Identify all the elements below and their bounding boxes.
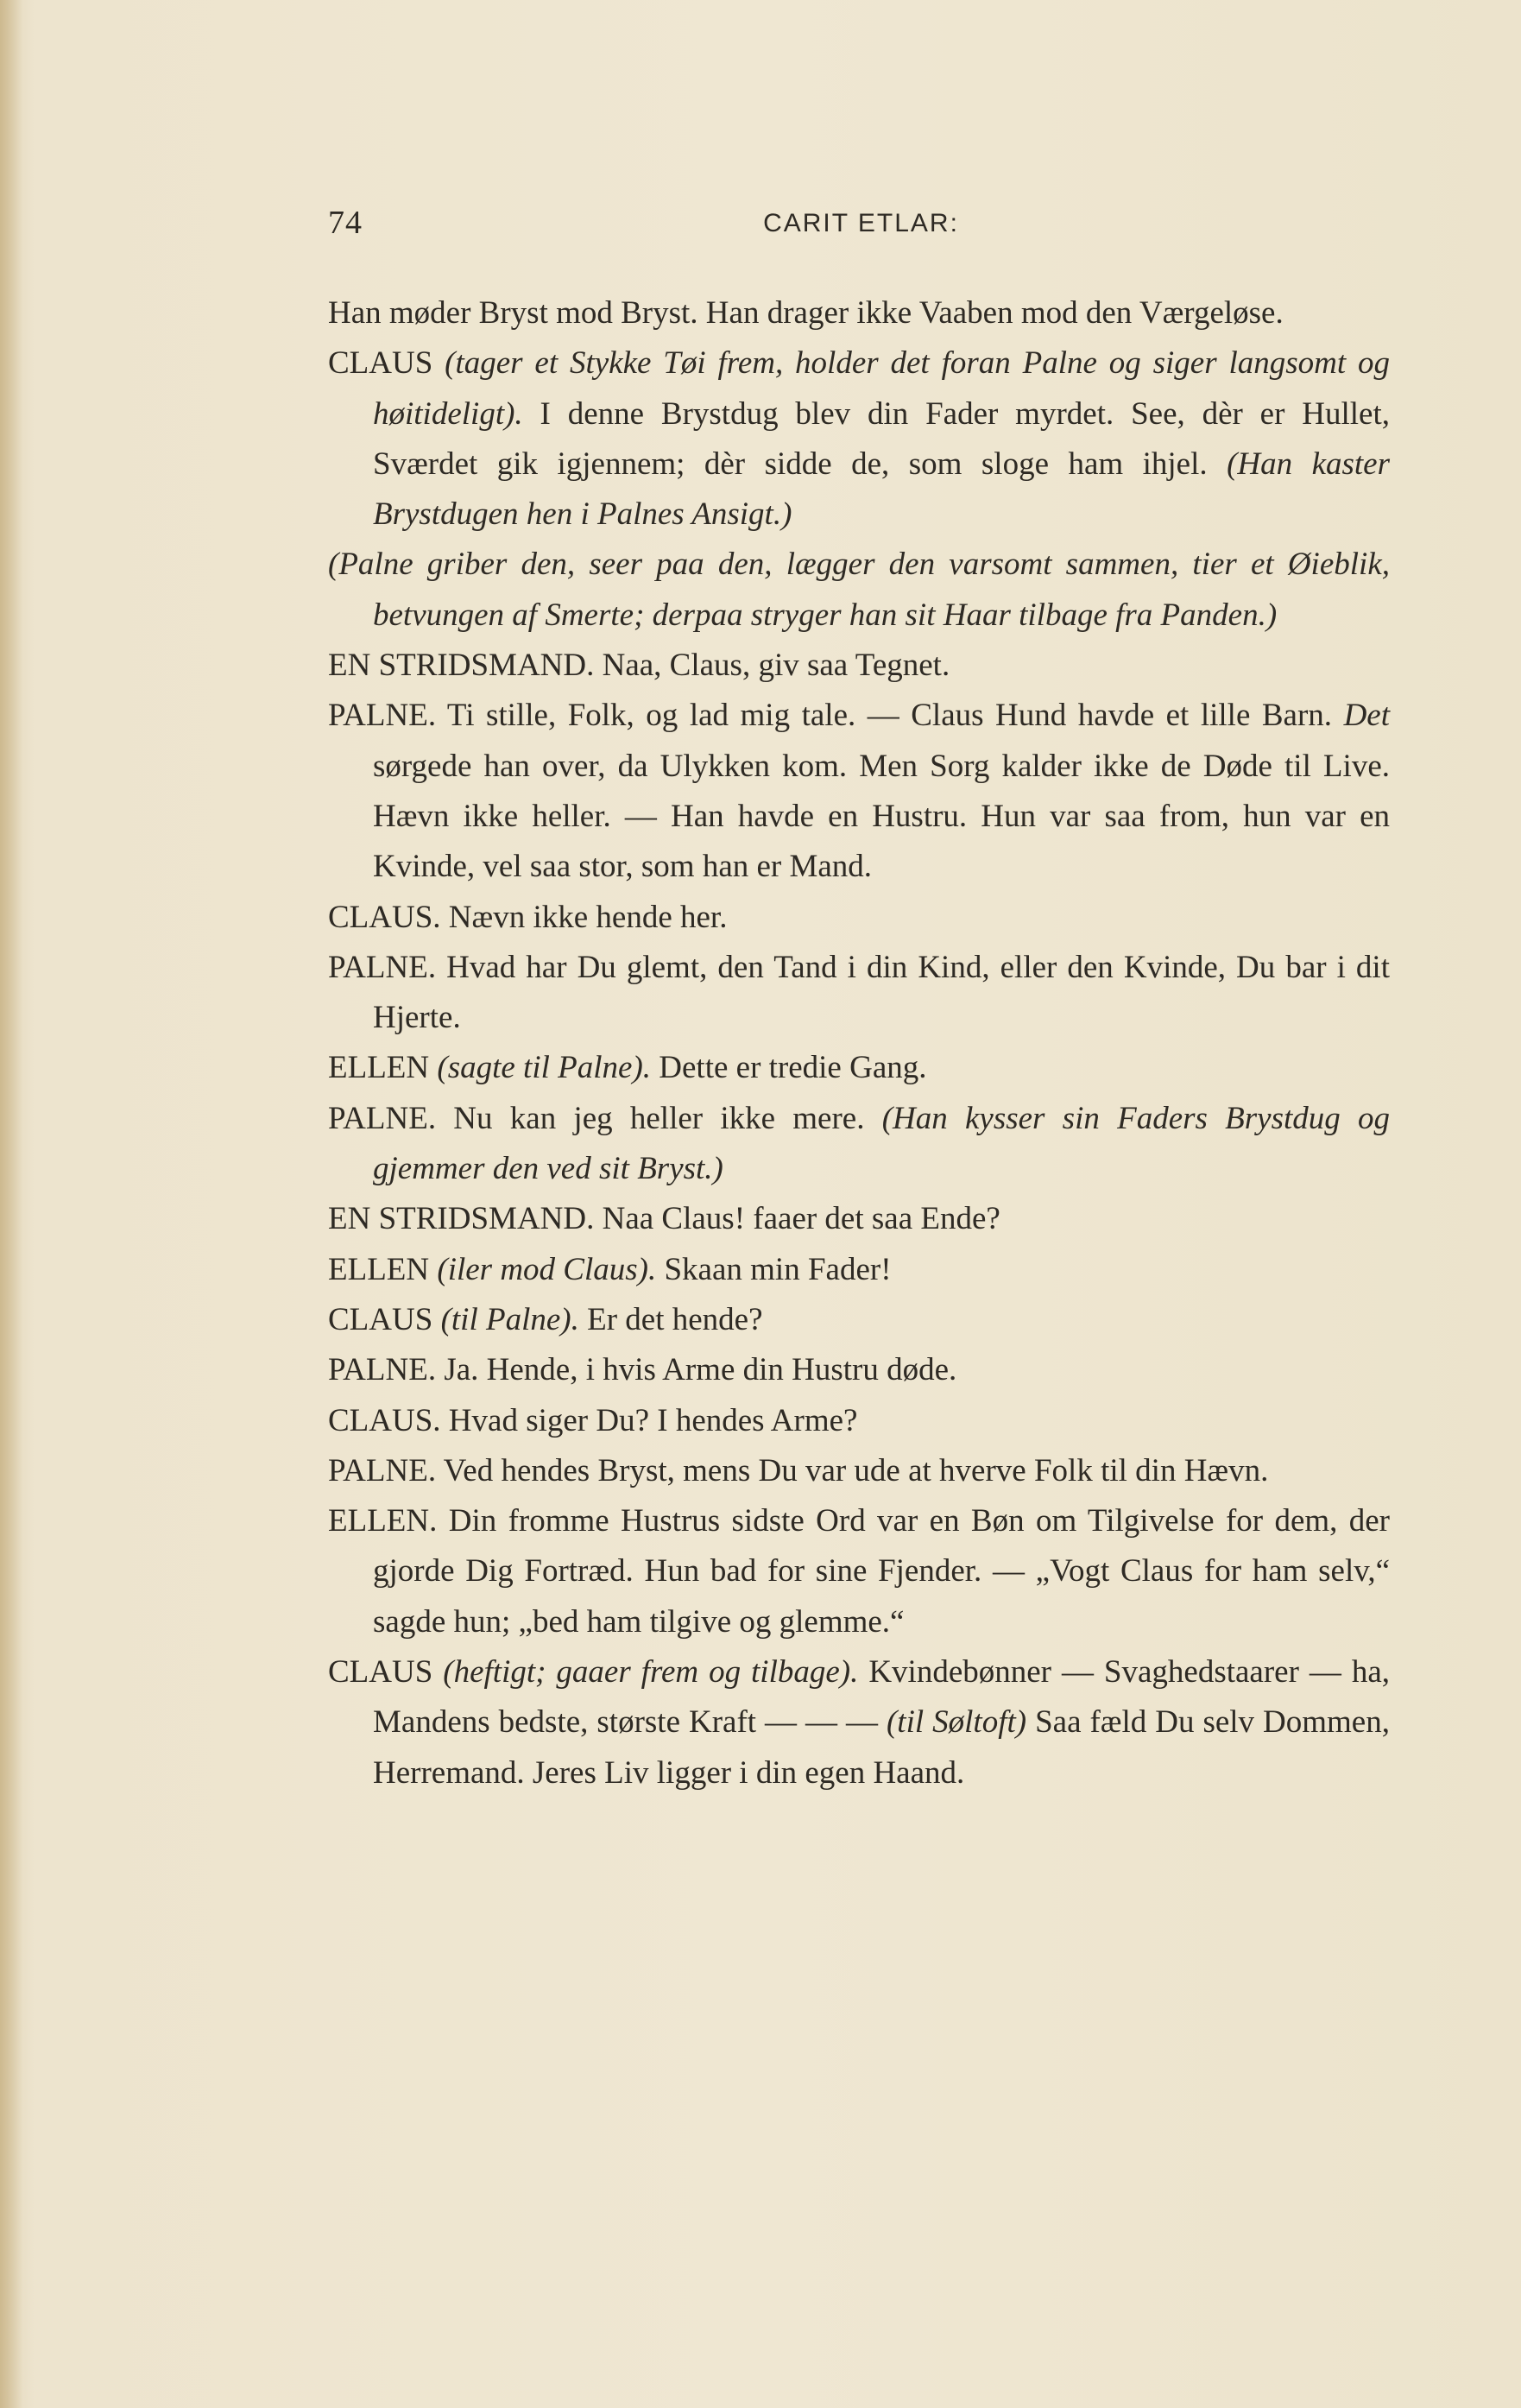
dialogue-text: CLAUS: [328, 1654, 444, 1691]
dialogue-paragraph: [328, 1496, 1390, 1647]
stage-direction-text: (til Palne).: [440, 1301, 579, 1337]
dialogue-text: Saa fæld Du selv Dommen, Herremand. Jeres Liv ligger i din egen Haand.: [373, 1704, 1390, 1791]
dialogue-text: I denne Brystdug blev din Fader myrdet. See, dèr er Hullet, Sværdet gik igjennem; dèr sidde de, som sloge ham ihjel.: [373, 395, 1390, 482]
dialogue-paragraph: [328, 1446, 1390, 1496]
page-header: [328, 204, 1394, 247]
dialogue-text: Kvindebønner — Svaghedstaarer — ha, Mandens bedste, største Kraft — — —: [373, 1654, 1390, 1741]
stage-direction-text: (tager et Stykke Tøi frem, holder det foran Palne og siger langsomt og høitideligt).: [373, 345, 1390, 432]
dialogue-paragraph: [328, 1094, 1390, 1195]
dialogue-paragraph: [328, 943, 1390, 1044]
stage-direction-text: (Palne griber den, seer paa den, lægger den varsomt sammen, tier et Øieblik, betvungen af Smerte; derpaa stryger han sit Haar tilbage fra Panden.): [328, 547, 1390, 633]
stage-direction-text: (heftigt; gaaer frem og tilbage).: [443, 1654, 859, 1691]
page-number: 74: [328, 205, 363, 241]
dialogue-text: CLAUS: [328, 1301, 441, 1337]
running-head: CARIT ETLAR:: [763, 209, 959, 237]
dialogue-paragraph: [328, 691, 1390, 892]
dialogue-text: PALNE. Hvad har Du glemt, den Tand i din Kind, eller den Kvinde, Du bar i dit Hjerte.: [328, 949, 1390, 1036]
dialogue-paragraph: [328, 1043, 1390, 1093]
stage-direction-text: (Han kaster Brystdugen hen i Palnes Ansigt.): [373, 446, 1390, 533]
dialogue-text: Er det hende?: [578, 1301, 763, 1337]
dialogue-text: EN STRIDSMAND. Naa, Claus, giv saa Tegnet.: [328, 648, 950, 684]
dialogue-paragraph: [328, 288, 1390, 338]
dialogue-text: sørgede han over, da Ulykken kom. Men Sorg kalder ikke de Døde til Live. Hævn ikke heller. — Han havde en Hustru. Hun var saa from, hun var en Kvinde, vel saa stor, som han er Mand.: [373, 748, 1390, 885]
stage-direction: [328, 540, 1390, 641]
stage-direction-text: (til Søltoft): [886, 1704, 1027, 1741]
dialogue-paragraph: [328, 893, 1390, 943]
dialogue-paragraph: [328, 1647, 1390, 1798]
page-gutter: [0, 0, 22, 2408]
dialogue-paragraph: [328, 338, 1390, 540]
dialogue-text: Dette er tredie Gang.: [651, 1050, 927, 1086]
dialogue-paragraph: [328, 1245, 1390, 1295]
dialogue-paragraph: [328, 1345, 1390, 1395]
dialogue-text: ELLEN: [328, 1251, 438, 1287]
dialogue-text: CLAUS. Nævn ikke hende her.: [328, 899, 728, 935]
dialogue-paragraph: [328, 641, 1390, 691]
dialogue-paragraph: [328, 1194, 1390, 1244]
stage-direction-text: (sagte til Palne).: [437, 1050, 652, 1086]
dialogue-text: PALNE. Ti stille, Folk, og lad mig tale. — Claus Hund havde et lille Barn.: [328, 698, 1344, 734]
stage-direction-text: (iler mod Claus).: [437, 1251, 657, 1287]
dialogue-paragraph: [328, 1396, 1390, 1446]
dialogue-text: ELLEN: [328, 1050, 438, 1086]
body-text: [328, 288, 1390, 1798]
dialogue-text: CLAUS. Hvad siger Du? I hendes Arme?: [328, 1402, 858, 1438]
dialogue-text: Skaan min Fader!: [656, 1251, 892, 1287]
dialogue-text: ELLEN. Din fromme Hustrus sidste Ord var en Bøn om Tilgivelse for dem, der gjorde Dig Fortræd. Hun bad for sine Fjender. — „Vogt Claus for ham selv,“ sagde hun; „bed ham tilgive og glemme.“: [328, 1503, 1390, 1640]
dialogue-text: EN STRIDSMAND. Naa Claus! faaer det saa Ende?: [328, 1201, 1000, 1237]
dialogue-text: PALNE. Nu kan jeg heller ikke mere.: [328, 1100, 882, 1136]
dialogue-text: Han møder Bryst mod Bryst. Han drager ikke Vaaben mod den Værgeløse.: [328, 295, 1284, 331]
dialogue-paragraph: [328, 1295, 1390, 1345]
dialogue-text: PALNE. Ved hendes Bryst, mens Du var ude at hverve Folk til din Hævn.: [328, 1452, 1269, 1488]
dialogue-text: CLAUS: [328, 345, 445, 382]
stage-direction-text: (Han kysser sin Faders Brystdug og gjemmer den ved sit Bryst.): [373, 1100, 1390, 1187]
dialogue-text: PALNE. Ja. Hende, i hvis Arme din Hustru døde.: [328, 1352, 957, 1388]
stage-direction-text: Det: [1343, 698, 1390, 734]
